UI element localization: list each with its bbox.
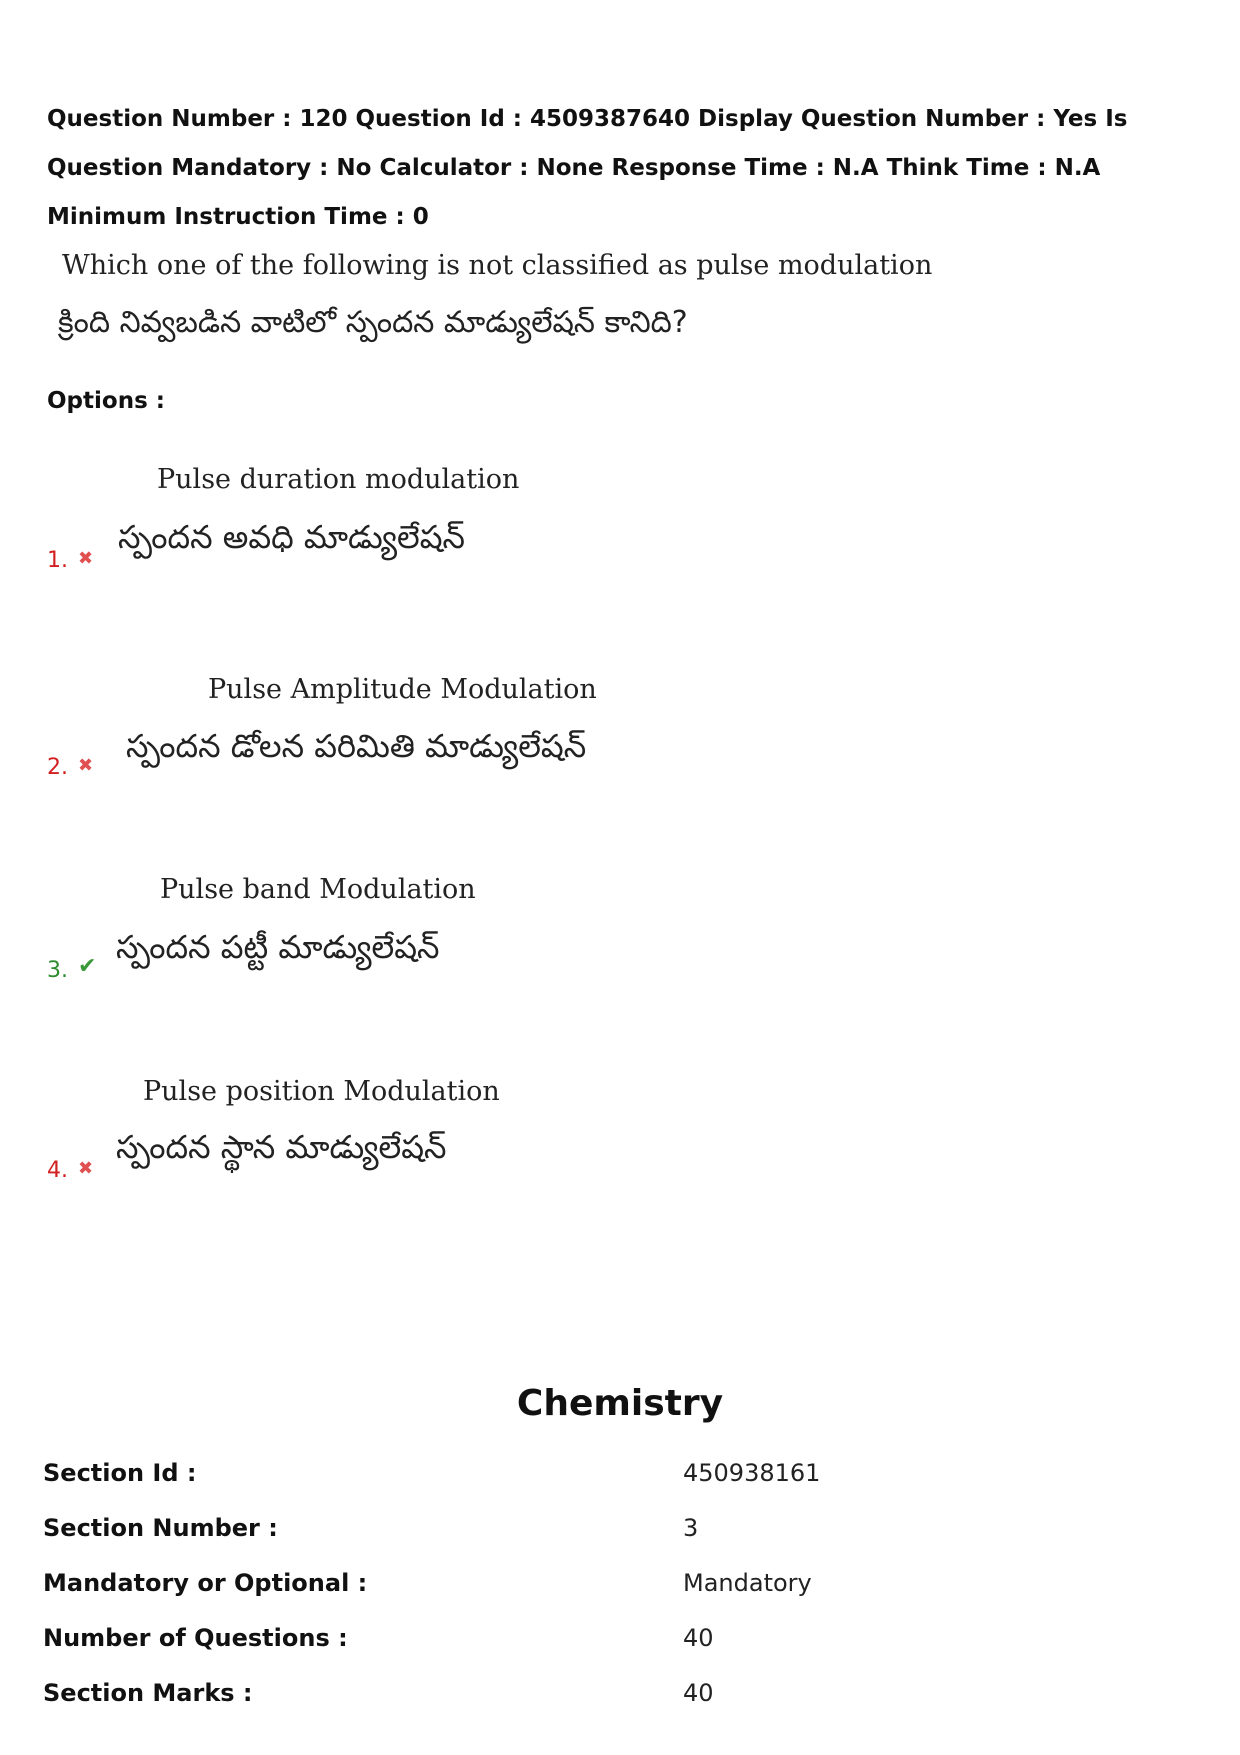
section-marks-label: Section Marks : — [43, 1679, 253, 1707]
option-3-number: 3. — [47, 958, 68, 983]
section-id-value: 450938161 — [683, 1459, 821, 1487]
section-number-value: 3 — [683, 1514, 699, 1542]
option-2-number: 2. — [47, 755, 68, 780]
cross-icon: ✖ — [78, 1158, 94, 1179]
cross-icon: ✖ — [78, 548, 94, 569]
option-3-telugu: స్పందన పట్టీ మాడ్యులేషన్ — [116, 928, 440, 966]
option-3-english: Pulse band Modulation — [160, 874, 476, 905]
number-of-questions-label: Number of Questions : — [43, 1624, 348, 1652]
section-marks-row — [43, 1679, 1203, 1719]
cross-icon: ✖ — [78, 755, 94, 776]
options-label: Options : — [47, 388, 165, 414]
number-of-questions-value: 40 — [683, 1624, 714, 1652]
mandatory-label: Mandatory or Optional : — [43, 1569, 368, 1597]
option-1-english: Pulse duration modulation — [157, 464, 520, 495]
question-text-english: Which one of the following is not classified as pulse modulation — [62, 250, 933, 281]
section-id-label: Section Id : — [43, 1459, 197, 1487]
option-2 — [0, 670, 1240, 830]
checkmark-icon: ✔ — [78, 954, 97, 979]
mandatory-value: Mandatory — [683, 1569, 812, 1597]
option-1-number: 1. — [47, 548, 68, 573]
section-number-label: Section Number : — [43, 1514, 278, 1542]
mandatory-row — [43, 1569, 1203, 1609]
option-4 — [0, 1072, 1240, 1232]
option-1-telugu: స్పందన అవధి మాడ్యులేషన్ — [118, 518, 466, 556]
option-2-telugu: స్పందన డోలన పరిమితి మాడ్యులేషన్ — [126, 727, 587, 765]
option-4-number: 4. — [47, 1158, 68, 1183]
section-id-row — [43, 1459, 1203, 1499]
question-meta: Question Number : 120 Question Id : 4509387640 Display Question Number : Yes Is Question Mandatory : No Calculator : None Response Time : N.A Think Time : N.A Minimum Instruction Time : 0 — [47, 106, 1128, 230]
section-marks-value: 40 — [683, 1679, 714, 1707]
option-1 — [0, 460, 1240, 620]
number-of-questions-row — [43, 1624, 1203, 1664]
question-text-telugu: క్రింది నివ్వబడిన వాటిలో స్పందన మాడ్యులేషన్ కానిది? — [58, 305, 688, 340]
option-4-telugu: స్పందన స్థాన మాడ్యులేషన్ — [116, 1128, 447, 1166]
option-4-english: Pulse position Modulation — [143, 1076, 500, 1107]
section-title: Chemistry — [516, 1383, 724, 1424]
option-3 — [0, 870, 1240, 1030]
section-number-row — [43, 1514, 1203, 1554]
option-2-english: Pulse Amplitude Modulation — [208, 674, 597, 705]
